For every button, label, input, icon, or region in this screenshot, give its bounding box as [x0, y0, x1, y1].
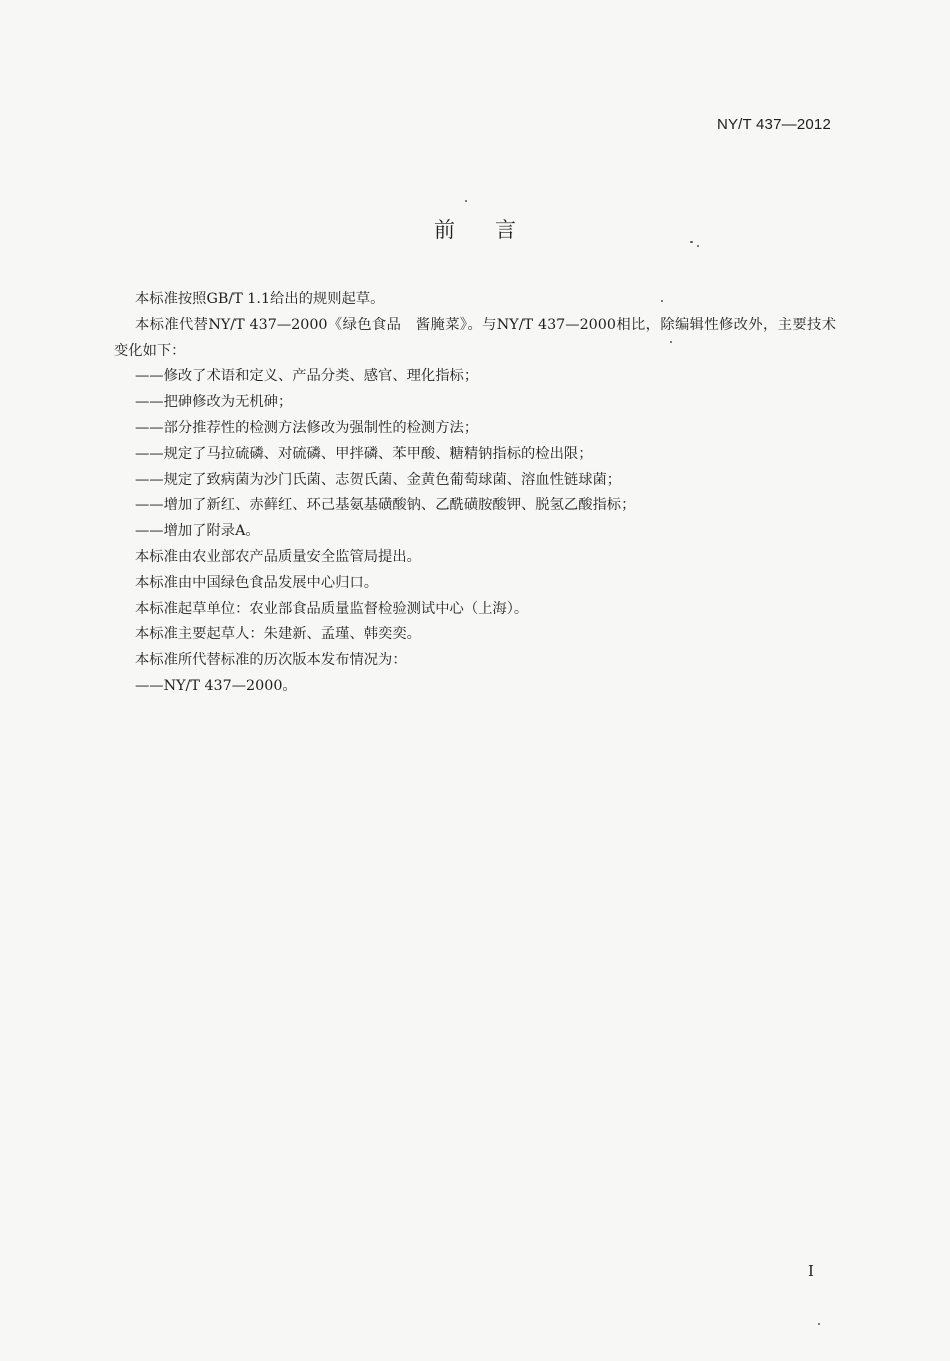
paragraph-proposer: 本标准由农业部农产品质量安全监管局提出。: [135, 548, 421, 565]
change-item: ——规定了马拉硫磷、对硫磷、甲拌磷、苯甲酸、糖精钠指标的检出限；: [135, 445, 593, 462]
scan-speck: [670, 341, 672, 343]
paragraph-drafters: 本标准主要起草人：朱建新、孟瑾、韩奕奕。: [135, 626, 421, 643]
paragraph-drafting-rules: 本标准按照GB/T 1.1给出的规则起草。: [135, 291, 385, 307]
change-item: ——把砷修改为无机砷；: [135, 394, 293, 411]
change-item: ——增加了新红、赤藓红、环己基氨基磺酸钠、乙酰磺胺酸钾、脱氢乙酸指标；: [135, 497, 636, 514]
change-item: ——修改了术语和定义、产品分类、感官、理化指标；: [135, 368, 479, 385]
change-item: ——规定了致病菌为沙门氏菌、志贺氏菌、金黄色葡萄球菌、溶血性链球菌；: [135, 471, 622, 488]
scan-speck: [690, 241, 693, 243]
standard-code: NY/T 437—2012: [716, 116, 831, 133]
page-number: I: [808, 1262, 814, 1280]
document-body: [114, 287, 836, 700]
change-item: ——部分推荐性的检测方法修改为强制性的检测方法；: [135, 419, 479, 436]
paragraph-history-intro: 本标准所代替标准的历次版本发布情况为：: [135, 652, 407, 669]
paragraph-administrator: 本标准由中国绿色食品发展中心归口。: [135, 574, 379, 591]
change-item: ——增加了附录A。: [135, 523, 260, 540]
paragraph-drafting-unit: 本标准起草单位：农业部食品质量监督检验测试中心（上海）。: [135, 600, 529, 617]
scan-speck: [818, 1323, 820, 1325]
paragraph-replacement: 本标准代替NY/T 437—2000《绿色食品 酱腌菜》。与NY/T 437—2000相比，除编辑性修改外，主要技术变化如下：: [114, 316, 836, 359]
scan-speck: [697, 245, 699, 247]
scan-speck: [465, 200, 467, 202]
page-title: 前言: [434, 218, 556, 242]
scan-speck: [661, 300, 663, 302]
history-item: ——NY/T 437—2000。: [135, 677, 297, 694]
